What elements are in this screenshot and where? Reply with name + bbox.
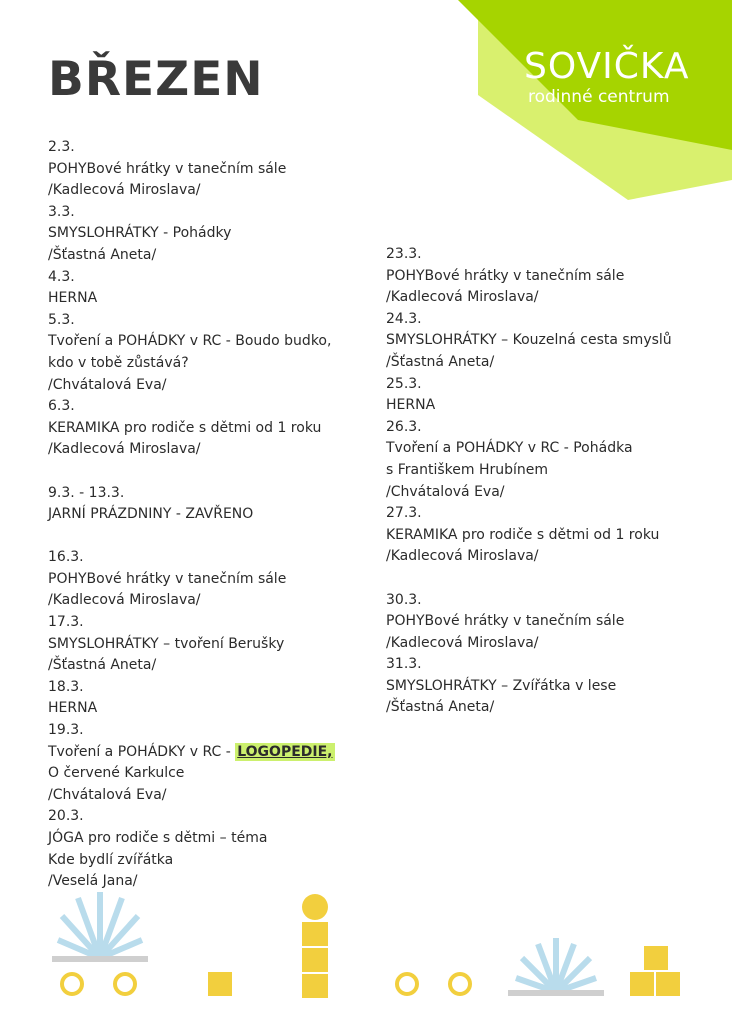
tower-block-icon xyxy=(302,974,328,998)
event-date: 9.3. - 13.3. xyxy=(48,484,125,501)
logo-name: SOVIČKA xyxy=(524,46,690,87)
event-item xyxy=(48,483,388,526)
event-title: KERAMIKA pro rodiče s dětmi od 1 roku xyxy=(386,526,660,543)
event-title: JÓGA pro rodiče s dětmi – téma xyxy=(48,830,268,846)
event-date: 26.3. xyxy=(386,418,422,435)
event-title: POHYBové hrátky v tanečním sále xyxy=(386,267,625,284)
fan-right-icon xyxy=(516,938,596,992)
fan-left-base xyxy=(52,956,148,962)
pyramid-block-icon xyxy=(656,972,680,996)
event-title: SMYSLOHRÁTKY – Zvířátka v lese xyxy=(386,677,617,694)
event-item xyxy=(48,677,388,720)
event-leader: /Kadlecová Miroslava/ xyxy=(48,441,201,458)
event-leader: /Šťastná Aneta/ xyxy=(386,699,495,716)
event-item xyxy=(48,612,388,677)
event-item xyxy=(386,309,726,374)
event-leader: /Kadlecová Miroslava/ xyxy=(386,634,539,651)
event-leader: /Kadlecová Miroslava/ xyxy=(386,289,539,306)
event-date: 25.3. xyxy=(386,375,422,392)
event-item xyxy=(48,202,388,267)
event-leader: /Šťastná Aneta/ xyxy=(48,246,157,263)
event-title: HERNA xyxy=(48,700,98,717)
event-title: Tvoření a POHÁDKY v RC - Pohádka xyxy=(386,440,633,457)
event-date: 31.3. xyxy=(386,656,422,673)
event-date: 5.3. xyxy=(48,311,75,328)
fan-left-icon xyxy=(58,892,142,958)
event-title: SMYSLOHRÁTKY – tvoření Berušky xyxy=(48,635,285,652)
spacer xyxy=(48,461,388,483)
event-item xyxy=(48,310,388,396)
schedule-left-column xyxy=(48,137,388,893)
event-date: 30.3. xyxy=(386,591,422,608)
event-item xyxy=(48,267,388,310)
event-item xyxy=(386,590,726,655)
event-item xyxy=(48,137,388,202)
event-item xyxy=(386,374,726,417)
event-item xyxy=(48,396,388,461)
tower-block-icon xyxy=(302,922,328,946)
event-date: 24.3. xyxy=(386,310,422,327)
tower-block-icon xyxy=(302,948,328,972)
ring-icon xyxy=(115,974,135,994)
ring-icon xyxy=(62,974,82,994)
event-title xyxy=(48,742,388,764)
event-title: HERNA xyxy=(48,290,98,307)
event-leader: /Šťastná Aneta/ xyxy=(48,657,157,674)
decorative-footer xyxy=(0,880,732,1024)
event-date: 19.3. xyxy=(48,722,84,739)
event-leader: /Kadlecová Miroslava/ xyxy=(48,592,201,609)
event-date: 23.3. xyxy=(386,246,422,262)
event-title-prefix: Tvoření a POHÁDKY v RC - xyxy=(48,743,236,760)
event-leader: /Veselá Jana/ xyxy=(48,873,138,890)
event-item xyxy=(386,417,726,503)
event-title: SMYSLOHRÁTKY - Pohádky xyxy=(48,225,232,242)
ring-icon xyxy=(397,974,417,994)
logopedie-link[interactable]: LOGOPEDIE, xyxy=(237,743,333,760)
event-item xyxy=(386,503,726,568)
event-title: JARNÍ PRÁZDNINY - ZAVŘENO xyxy=(48,506,254,523)
tower-ball-icon xyxy=(302,894,328,920)
event-date: 18.3. xyxy=(48,678,84,695)
event-leader: /Kadlecová Miroslava/ xyxy=(48,182,201,199)
event-date: 20.3. xyxy=(48,808,84,825)
event-date: 2.3. xyxy=(48,139,75,155)
event-item xyxy=(48,547,388,612)
event-title-continued: O červené Karkulce xyxy=(48,765,185,782)
page-title: BŘEZEN xyxy=(48,52,264,107)
event-leader: /Chvátalová Eva/ xyxy=(48,376,167,393)
event-item xyxy=(48,720,388,806)
event-item xyxy=(386,244,726,309)
event-title-continued: kdo v tobě zůstává? xyxy=(48,354,189,371)
event-date: 3.3. xyxy=(48,203,75,220)
event-title: SMYSLOHRÁTKY – Kouzelná cesta smyslů xyxy=(386,332,672,349)
schedule-right-column xyxy=(386,244,726,719)
event-date: 4.3. xyxy=(48,268,75,285)
pyramid-block-icon xyxy=(630,972,654,996)
event-date: 27.3. xyxy=(386,505,422,522)
event-title-continued: Kde bydlí zvířátka xyxy=(48,851,174,868)
event-leader: /Chvátalová Eva/ xyxy=(386,483,505,500)
event-date: 17.3. xyxy=(48,614,84,631)
event-title: KERAMIKA pro rodiče s dětmi od 1 roku xyxy=(48,419,322,436)
event-title: POHYBové hrátky v tanečním sále xyxy=(48,160,287,177)
event-title: Tvoření a POHÁDKY v RC - Boudo budko, xyxy=(48,333,332,350)
spacer xyxy=(386,568,726,590)
pyramid-block-icon xyxy=(644,946,668,970)
event-title: POHYBové hrátky v tanečním sále xyxy=(48,570,287,587)
event-date: 6.3. xyxy=(48,398,75,415)
event-leader: /Kadlecová Miroslava/ xyxy=(386,548,539,565)
logo-subtitle: rodinné centrum xyxy=(528,87,670,107)
event-item xyxy=(386,654,726,719)
event-title: HERNA xyxy=(386,397,436,414)
event-title-continued: s Františkem Hrubínem xyxy=(386,461,549,478)
spacer xyxy=(48,526,388,548)
event-date: 16.3. xyxy=(48,549,84,566)
ring-icon xyxy=(450,974,470,994)
event-leader: /Chvátalová Eva/ xyxy=(48,786,167,803)
block-icon xyxy=(208,972,232,996)
event-title: POHYBové hrátky v tanečním sále xyxy=(386,613,625,630)
event-leader: /Šťastná Aneta/ xyxy=(386,353,495,370)
fan-right-base xyxy=(508,990,604,996)
